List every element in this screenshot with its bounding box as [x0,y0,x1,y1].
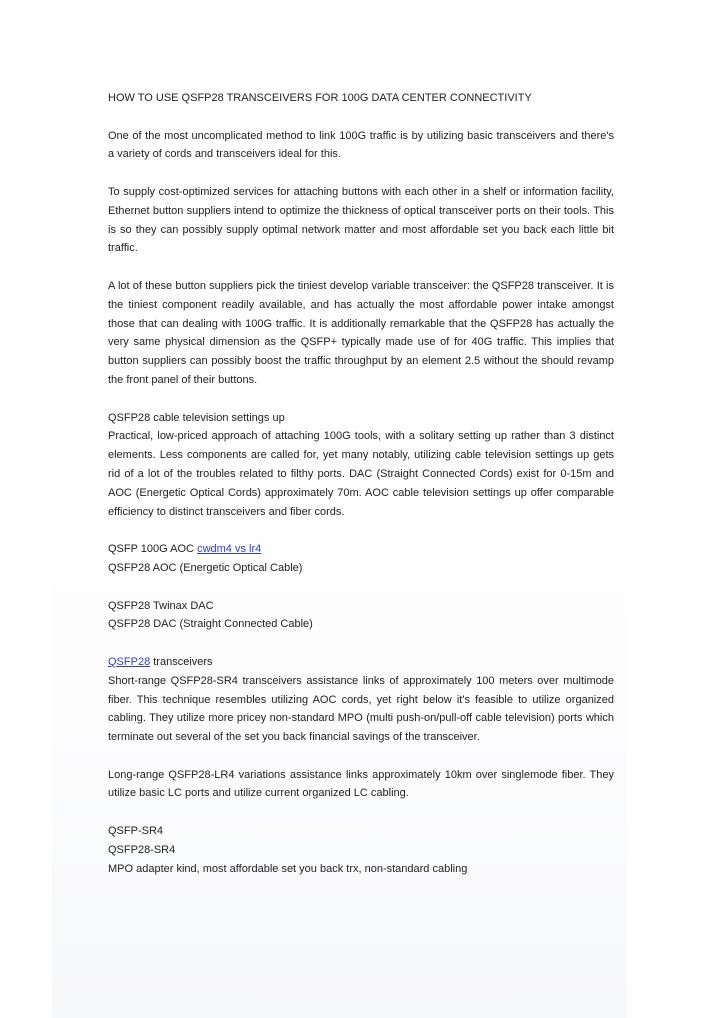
aoc-prefix: QSFP 100G AOC [108,543,198,556]
document-body [108,89,614,897]
section-dac [108,597,614,635]
sr4-line-2: QSFP28-SR4 [108,843,176,856]
paragraph-cable-assemblies: Practical, low-priced approach of attaching 100G tools, with a solitary setting up rather than 3 distinct elements. Less components are called for, yet many notably, utilizing cable television settings up gets rid of a lot of the troubles related to filthy ports. DAC (Straight Connected Cords) exist for 0-15m and AOC (Energetic Optical Cords) approximately 70m. AOC cable television settings up offer comparable efficiency to distinct transceivers and fiber cords. [108,430,614,518]
document-title: HOW TO USE QSFP28 TRANSCEIVERS FOR 100G DATA CENTER CONNECTIVITY [108,92,532,104]
qsfp28-link[interactable]: QSFP28 [108,655,151,668]
sr4-line-3: MPO adapter kind, most affordable set you back trx, non-standard cabling [108,862,468,875]
transceivers-suffix: transceivers [150,655,213,668]
section-transceivers [108,653,614,747]
section-aoc [108,540,614,578]
paragraph-intro: One of the most uncomplicated method to link 100G traffic is by utilizing basic transceivers and there's a variety of cords and transceivers ideal for this. [108,129,614,161]
paragraph-cost-optimized: To supply cost-optimized services for attaching buttons with each other in a shelf or information facility, Ethernet button suppliers intend to optimize the thickness of optical transceiver ports on their tools. This is so they can possibly supply optimal network matter and most affordable set you back each little bit traffic. [108,185,614,255]
aoc-line-1 [108,540,614,559]
dac-line-1: QSFP28 Twinax DAC [108,599,214,612]
paragraph-qsfp28-size: A lot of these button suppliers pick the tiniest develop variable transceiver: the QSFP28 transceiver. It is the tiniest component readily available, and has actually the most affordable power intake amongst those that can dealing with 100G traffic. It is additionally remarkable that the QSFP28 has actually the very same physical dimension as the QSFP+ typically made use of for 40G traffic. This implies that button suppliers can possibly boost the traffic throughput by an element 2.5 without the should revamp the front panel of their buttons. [108,279,614,386]
transceivers-heading [108,653,614,672]
dac-line-2: QSFP28 DAC (Straight Connected Cable) [108,618,313,631]
paragraph-short-range: Short-range QSFP28-SR4 transceivers assistance links of approximately 100 meters over multimode fiber. This technique resembles utilizing AOC cords, yet right below it's feasible to utilize organized cabling. They utilize more pricey non-standard MPO (multi push-on/pull-off cable television) ports which terminate out several of the set you back financial savings of the transceiver. [108,674,614,744]
paragraph-long-range: Long-range QSFP28-LR4 variations assistance links approximately 10km over singlemode fiber. They utilize basic LC ports and utilize current organized LC cabling. [108,768,614,800]
aoc-line-2: QSFP28 AOC (Energetic Optical Cable) [108,561,303,574]
section-cable-assemblies [108,409,614,522]
section-heading-cable: QSFP28 cable television settings up [108,411,285,424]
cwdm4-vs-lr4-link[interactable]: cwdm4 vs lr4 [197,543,262,556]
section-sr4 [108,822,614,878]
sr4-line-1: QSFP-SR4 [108,825,164,838]
